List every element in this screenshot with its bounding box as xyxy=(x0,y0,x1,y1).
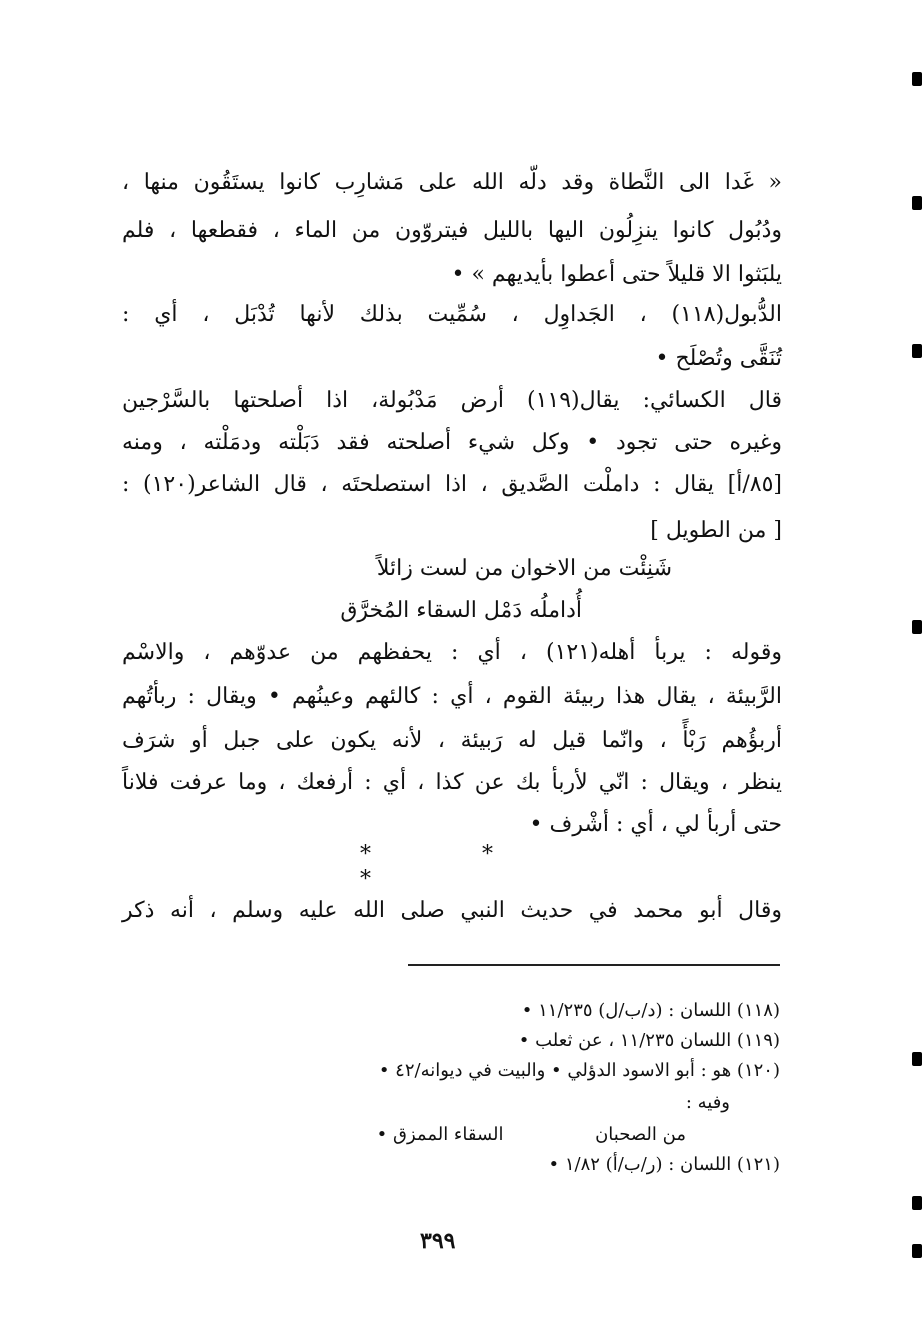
body-line: ودُبُول كانوا ينزِلُون اليها بالليل فيتروّون من الماء ، فقطعها ، فلم xyxy=(122,218,782,243)
footnote-118: (١١٨) اللسان : (د/ب/ل) ١١/٢٣٥ • xyxy=(521,1000,780,1021)
body-line: وقال أبو محمد في حديث النبي صلى الله عليه وسلم ، أنه ذكر xyxy=(122,898,782,923)
edge-mark xyxy=(912,1196,922,1210)
edge-mark xyxy=(912,344,922,358)
footnote-120-verse: من الصحبان السقاء الممزق • xyxy=(376,1124,686,1145)
body-line: الدُّبول(١١٨) ، الجَداوِل ، سُمِّيت بذلك لأنها تُدْبَل ، أي : xyxy=(122,302,782,327)
meter-label: [ من الطويل ] xyxy=(650,518,782,543)
body-line: وقوله : يربأ أهله(١٢١) ، أي : يحفظهم من عدوّهم ، والاسْم xyxy=(122,640,783,665)
verse-hemistich-2: أُداملُه دَمْل السقاء المُخرَّق xyxy=(340,598,582,623)
body-line: ينظر ، ويقال : انّي لأربأ بك عن كذا ، أي : أرفعك ، وما عرفت فلاناً xyxy=(122,770,782,795)
footnote-rule xyxy=(408,964,780,966)
edge-mark xyxy=(912,72,922,86)
footnote-121: (١٢١) اللسان : (ر/ب/أ) ١/٨٢ • xyxy=(548,1154,780,1175)
body-line: وغيره حتى تجود • وكل شيء أصلحته فقد دَبَلْته ودمَلْته ، ومنه xyxy=(122,430,782,455)
body-line: تُنَقَّى وتُصْلَح • xyxy=(655,346,782,371)
edge-mark xyxy=(912,1052,922,1066)
body-line: « غَدا الى النَّطاة وقد دلّه الله على مَشارِب كانوا يستَقُون منها ، xyxy=(122,170,782,195)
footnote-119: (١١٩) اللسان ١١/٢٣٥ ، عن ثعلب • xyxy=(518,1030,780,1051)
body-line: حتى أربأ لي ، أي : أشْرف • xyxy=(529,812,782,837)
footnote-120-continued: وفيه : xyxy=(685,1092,730,1113)
edge-mark xyxy=(912,1244,922,1258)
edge-mark xyxy=(912,196,922,210)
body-line: [٨٥/أ] يقال : داملْت الصَّديق ، اذا استصلحتَه ، قال الشاعر(١٢٠) : xyxy=(122,472,782,497)
edge-mark xyxy=(912,620,922,634)
body-line: يلبَثوا الا قليلاً حتى أعطوا بأيديهم » • xyxy=(451,262,782,287)
body-line: أربؤُهم رَبْأً ، وانّما قيل له رَبيئة ، لأنه يكون على جبل أو شرَف xyxy=(122,728,782,753)
section-separator: * * * xyxy=(360,842,545,892)
body-line: قال الكسائي: يقال(١١٩) أرض مَدْبُولة، اذا أصلحتها بالسَّرْجين xyxy=(122,388,782,413)
body-line: الرَّبيئة ، يقال هذا ربيئة القوم ، أي : كالئهم وعينُهم • ويقال : ربأتُهم xyxy=(122,684,782,709)
verse-hemistich-1: شَنِئْت من الاخوان من لست زائلاً xyxy=(376,556,672,581)
footnote-120: (١٢٠) هو : أبو الاسود الدؤلي • والبيت في ديوانه/٤٢ • xyxy=(378,1060,780,1081)
page-number: ٣٩٩ xyxy=(420,1228,456,1254)
